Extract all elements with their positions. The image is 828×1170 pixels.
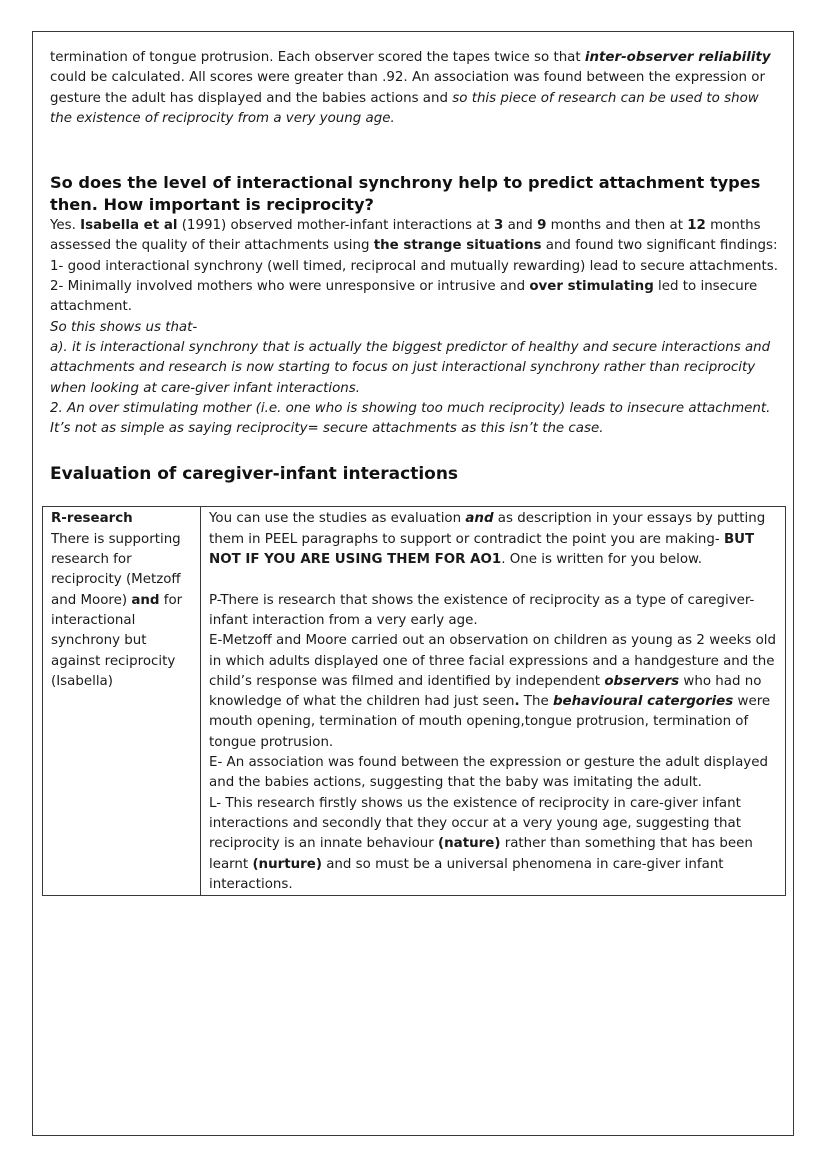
- intro-text: could be calculated. All scores were greater than .92. An association was found between the expression or gesture the adult has displayed and the babies actions and: [50, 70, 765, 106]
- text-run: who had no knowledge of what the children had just seen: [209, 673, 762, 710]
- text-run: E-Metzoff and Moore carried out an observation on children as young as 2 weeks old in which adults displayed one of three facial expressions and a handgesture and the child’s response was filmed and identified by independent: [209, 633, 777, 689]
- text-run: months assessed the quality of their attachments using: [50, 218, 761, 254]
- conclusion-2: [50, 399, 780, 440]
- bold-run: Isabella et al: [80, 218, 178, 234]
- evaluation-detail-cell: [201, 507, 786, 896]
- evaluation-heading: Evaluation of caregiver-infant interactions: [50, 464, 459, 485]
- spacer: [209, 570, 777, 590]
- conclusion-lead: [50, 318, 780, 338]
- intro-paragraph: [50, 48, 780, 129]
- intro-text: termination of tongue protrusion. Each observer scored the tapes twice so that: [50, 50, 585, 65]
- conclusion-a: [50, 338, 780, 399]
- italic-run: 2. An over stimulating mother (i.e. one who is showing too much reciprocity) leads to insecure attachment. It’s not as simple as saying reciprocity= secure attachments as this isn’t the case.: [50, 400, 771, 437]
- finding-1: 1- good interactional synchrony (well timed, reciprocal and mutually rewarding) lead to secure attachments.: [50, 258, 779, 274]
- text-run: led to insecure attachment.: [50, 279, 758, 315]
- bold-run: 3: [494, 218, 504, 234]
- intro-emphasis: inter-observer reliability: [584, 50, 771, 65]
- text-run: months and then at: [546, 218, 688, 234]
- text-run: for interactional synchrony but against reciprocity (Isabella): [51, 592, 183, 689]
- peel-point: P-There is research that shows the existence of reciprocity as a type of caregiver-infant interaction from a very early age.: [209, 592, 755, 628]
- text-run: as description in your essays by putting them in PEEL paragraphs to support or contradict the point you are making-: [209, 511, 766, 547]
- bold-italic-run: behavioural catergories: [552, 694, 734, 710]
- bold-italic-run: observers: [604, 673, 680, 689]
- text-run: 2- Minimally involved mothers who were unresponsive or intrusive and: [50, 279, 530, 295]
- bold-run: .: [514, 694, 520, 710]
- text-run: and found two significant findings:: [541, 238, 778, 254]
- peel-evidence: [209, 631, 777, 753]
- italic-run: a). it is interactional synchrony that is actually the biggest predictor of healthy and secure interactions and attachments and research is now starting to focus on just interactional synchrony rather than reciprocity when looking at care-giver infant interactions.: [50, 339, 771, 396]
- italic-run: So this shows us that-: [50, 319, 198, 335]
- peel-link: [209, 794, 777, 895]
- evaluation-point-title: R-research: [51, 511, 133, 527]
- text-run: rather than something that has been learnt: [209, 836, 753, 872]
- text-run: The: [519, 694, 553, 710]
- bold-italic-run: and: [465, 511, 494, 527]
- bold-run: over stimulating: [529, 279, 654, 295]
- evaluation-point-cell: [43, 507, 201, 896]
- bold-run: 9: [537, 218, 547, 234]
- text-run: were mouth opening, termination of mouth opening,tongue protrusion, termination of tongue protrusion.: [209, 694, 771, 750]
- bold-run: 12: [687, 218, 706, 234]
- intro-conclusion: so this piece of research can be used to show the existence of reciprocity from a very young age.: [50, 90, 759, 126]
- bold-run: BUT NOT IF YOU ARE USING THEM FOR AO1: [209, 531, 755, 568]
- text-run: . One is written for you below.: [501, 552, 703, 568]
- text-run: There is supporting research for reciprocity (Metzoff and Moore): [51, 531, 181, 608]
- peel-explanation: E- An association was found between the expression or gesture the adult displayed and the babies actions, suggesting that the baby was imitating the adult.: [209, 755, 768, 791]
- text-run: and: [503, 218, 538, 234]
- bold-run: and: [131, 592, 160, 608]
- table-row: [43, 507, 786, 896]
- text-run: and so must be a universal phenomena in care-giver infant interactions.: [209, 856, 724, 892]
- text-run: L- This research firstly shows us the existence of reciprocity in care-giver infant interactions and secondly that they occur at a very young age, suggesting that reciprocity is an innate behaviour: [209, 795, 741, 852]
- text-run: You can use the studies as evaluation: [209, 511, 466, 527]
- evaluation-table: [42, 506, 786, 896]
- document-body: [50, 48, 780, 896]
- bold-run: the strange situations: [373, 238, 542, 254]
- synchrony-heading: So does the level of interactional synchrony help to predict attachment types then. How important is reciprocity?: [50, 173, 761, 215]
- text-run: (1991) observed mother-infant interactions at: [177, 218, 495, 234]
- text-run: Yes.: [50, 218, 81, 234]
- bold-run: (nature): [438, 836, 501, 852]
- synchrony-paragraph-1: [50, 216, 780, 257]
- finding-2: [50, 277, 780, 318]
- bold-run: (nurture): [252, 856, 322, 872]
- usage-note: [209, 509, 777, 570]
